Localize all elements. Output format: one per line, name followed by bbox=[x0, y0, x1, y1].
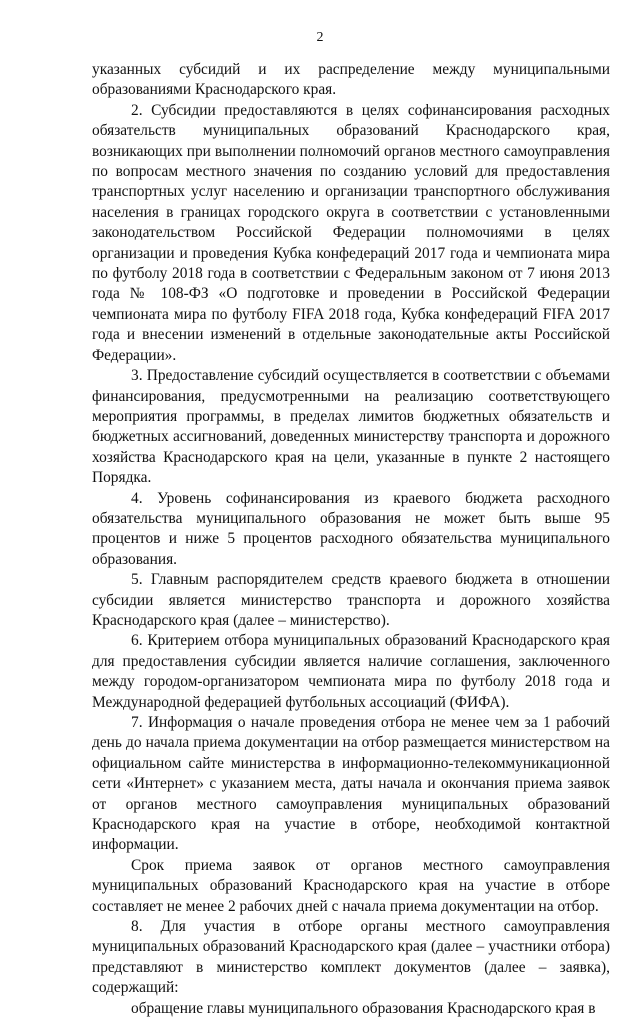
paragraph-item-6: 6. Критерием отбора муниципальных образований Краснодарского края для предоставления субсидии является наличие соглашения, заключенного между городом-организатором чемпионата мира по футболу 2018 года и Международной федерацией футбольных ассоциаций (ФИФА). bbox=[92, 632, 610, 711]
paragraph-item-2: 2. Субсидии предоставляются в целях софинансирования расходных обязательств муниципальных образований Краснодарского края, возникающих при выполнении полномочий органов местного самоуправления по вопросам местного значения по созданию условий для предоставления транспортных услуг населению и организации транспортного обслуживания населения в границах городского округа в соответствии с установленными законодательством Российской Федерации полномочиями в целях организации и проведения Кубка конфедераций 2017 года и чемпионата мира по футболу 2018 года в соответствии с Федеральным законом от 7 июня 2013 года № 108-ФЗ «О подготовке и проведении в Российской Федерации чемпионата мира по футболу FIFA 2018 года, Кубка конфедераций FIFA 2017 года и внесении изменений в отдельные законодательные акты Российской Федерации». bbox=[92, 101, 610, 364]
paragraph-item-8-list-start: обращение главы муниципального образования Краснодарского края в bbox=[131, 999, 596, 1017]
paragraph-continuation: указанных субсидий и их распределение между муниципальными образованиями Краснодарского края. bbox=[92, 61, 610, 99]
paragraph-item-7-deadline: Срок приема заявок от органов местного самоуправления муниципальных образований Краснодарского края на участие в отборе составляет не менее 2 рабочих дней с начала приема документации на отбор. bbox=[92, 856, 610, 915]
document-body bbox=[92, 60, 610, 1019]
paragraph-item-7: 7. Информация о начале проведения отбора не менее чем за 1 рабочий день до начала приема документации на отбор размещается министерством на официальном сайте министерства в информационно-телекоммуникационной сети «Интернет» с указанием места, даты начала и окончания приема заявок от органов местного самоуправления муниципальных образований Краснодарского края на участие в отборе, необходимой контактной информации. bbox=[92, 714, 610, 854]
paragraph-item-3: 3. Предоставление субсидий осуществляется в соответствии с объемами финансирования, предусмотренными на реализацию соответствующего мероприятия программы, в пределах лимитов бюджетных обязательств и бюджетных ассигнований, доведенных министерству транспорта и дорожного хозяйства Краснодарского края на цели, указанные в пункте 2 настоящего Порядка. bbox=[92, 367, 610, 487]
page-number: 2 bbox=[316, 30, 324, 45]
paragraph-item-8: 8. Для участия в отборе органы местного самоуправления муниципальных образований Краснодарского края (далее – участники отбора) представляют в министерство комплект документов (далее – заявка), содержащий: bbox=[92, 918, 610, 997]
paragraph-item-5: 5. Главным распорядителем средств краевого бюджета в отношении субсидии является министерство транспорта и дорожного хозяйства Краснодарского края (далее – министерство). bbox=[92, 571, 610, 629]
paragraph-item-4: 4. Уровень софинансирования из краевого бюджета расходного обязательства муниципального образования не может быть выше 95 процентов и ниже 5 процентов расходного обязательства муниципального образования. bbox=[92, 489, 610, 568]
